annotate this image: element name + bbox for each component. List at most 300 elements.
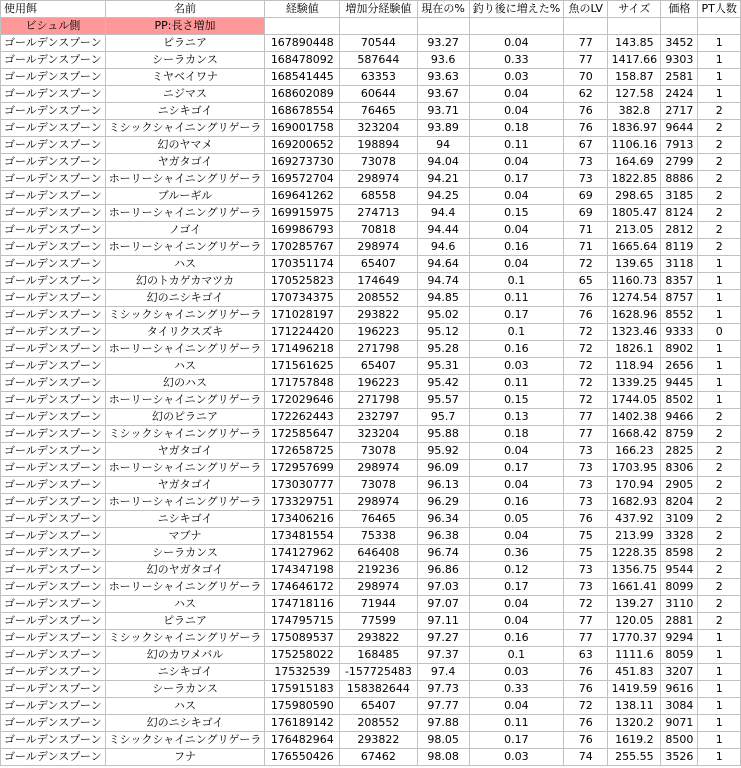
cell-party-count[interactable]: 2	[698, 443, 741, 460]
empty-cell[interactable]	[564, 18, 608, 35]
cell-percent-gain[interactable]: 0.03	[469, 664, 563, 681]
cell-fish-level[interactable]: 72	[564, 375, 608, 392]
cell-bait[interactable]: ゴールデンスプーン	[1, 52, 106, 69]
cell-price[interactable]: 8552	[661, 307, 698, 324]
cell-bait[interactable]: ゴールデンスプーン	[1, 647, 106, 664]
cell-bait[interactable]: ゴールデンスプーン	[1, 35, 106, 52]
cell-fish-level[interactable]: 73	[564, 460, 608, 477]
cell-fish-level[interactable]: 72	[564, 358, 608, 375]
cell-bait[interactable]: ゴールデンスプーン	[1, 375, 106, 392]
cell-current-percent[interactable]: 95.12	[417, 324, 469, 341]
cell-exp-gain[interactable]: 198894	[340, 137, 417, 154]
cell-party-count[interactable]: 1	[698, 647, 741, 664]
cell-exp[interactable]: 169915975	[265, 205, 340, 222]
cell-size[interactable]: 298.65	[608, 188, 661, 205]
cell-current-percent[interactable]: 94.74	[417, 273, 469, 290]
cell-price[interactable]: 8124	[661, 205, 698, 222]
cell-exp-gain[interactable]: 63353	[340, 69, 417, 86]
cell-exp[interactable]: 168478092	[265, 52, 340, 69]
cell-current-percent[interactable]: 93.6	[417, 52, 469, 69]
cell-exp[interactable]: 176482964	[265, 732, 340, 749]
cell-price[interactable]: 8502	[661, 392, 698, 409]
cell-bait[interactable]: ゴールデンスプーン	[1, 613, 106, 630]
cell-percent-gain[interactable]: 0.05	[469, 511, 563, 528]
cell-party-count[interactable]: 2	[698, 426, 741, 443]
cell-percent-gain[interactable]: 0.04	[469, 86, 563, 103]
cell-current-percent[interactable]: 97.07	[417, 596, 469, 613]
cell-exp[interactable]: 175915183	[265, 681, 340, 698]
cell-fish-level[interactable]: 77	[564, 426, 608, 443]
empty-cell[interactable]	[469, 18, 563, 35]
cell-fish-level[interactable]: 67	[564, 137, 608, 154]
cell-party-count[interactable]: 2	[698, 137, 741, 154]
cell-party-count[interactable]: 2	[698, 596, 741, 613]
cell-exp[interactable]: 170525823	[265, 273, 340, 290]
cell-exp-gain[interactable]: 298974	[340, 171, 417, 188]
cell-fish-name[interactable]: 幻のハス	[105, 375, 265, 392]
cell-exp-gain[interactable]: 323204	[340, 120, 417, 137]
cell-fish-name[interactable]: ハス	[105, 698, 265, 715]
cell-current-percent[interactable]: 97.4	[417, 664, 469, 681]
cell-exp-gain[interactable]: 298974	[340, 494, 417, 511]
cell-exp[interactable]: 171224420	[265, 324, 340, 341]
cell-price[interactable]: 3110	[661, 596, 698, 613]
empty-cell[interactable]	[661, 18, 698, 35]
cell-bait[interactable]: ゴールデンスプーン	[1, 290, 106, 307]
cell-fish-level[interactable]: 77	[564, 613, 608, 630]
cell-price[interactable]: 2799	[661, 154, 698, 171]
cell-price[interactable]: 3328	[661, 528, 698, 545]
cell-exp[interactable]: 171561625	[265, 358, 340, 375]
cell-party-count[interactable]: 2	[698, 205, 741, 222]
cell-size[interactable]: 1160.73	[608, 273, 661, 290]
cell-size[interactable]: 1703.95	[608, 460, 661, 477]
cell-price[interactable]: 3084	[661, 698, 698, 715]
cell-party-count[interactable]: 1	[698, 69, 741, 86]
cell-fish-name[interactable]: 幻のニシキゴイ	[105, 715, 265, 732]
cell-price[interactable]: 8357	[661, 273, 698, 290]
cell-size[interactable]: 1744.05	[608, 392, 661, 409]
cell-fish-name[interactable]: ヤガタゴイ	[105, 154, 265, 171]
cell-size[interactable]: 1323.46	[608, 324, 661, 341]
cell-party-count[interactable]: 2	[698, 460, 741, 477]
cell-party-count[interactable]: 1	[698, 290, 741, 307]
cell-price[interactable]: 3185	[661, 188, 698, 205]
cell-price[interactable]: 9644	[661, 120, 698, 137]
cell-exp[interactable]: 172585647	[265, 426, 340, 443]
cell-bait[interactable]: ゴールデンスプーン	[1, 103, 106, 120]
cell-size[interactable]: 138.11	[608, 698, 661, 715]
empty-cell[interactable]	[417, 18, 469, 35]
cell-exp[interactable]: 170285767	[265, 239, 340, 256]
cell-fish-name[interactable]: ヤガタゴイ	[105, 477, 265, 494]
cell-fish-name[interactable]: 幻のニシキゴイ	[105, 290, 265, 307]
cell-size[interactable]: 158.87	[608, 69, 661, 86]
cell-bait[interactable]: ゴールデンスプーン	[1, 188, 106, 205]
cell-price[interactable]: 2581	[661, 69, 698, 86]
cell-size[interactable]: 164.69	[608, 154, 661, 171]
cell-size[interactable]: 1106.16	[608, 137, 661, 154]
cell-fish-name[interactable]: ミシックシャイニングリゲーラ	[105, 732, 265, 749]
cell-fish-level[interactable]: 76	[564, 103, 608, 120]
cell-percent-gain[interactable]: 0.1	[469, 273, 563, 290]
cell-percent-gain[interactable]: 0.11	[469, 290, 563, 307]
cell-bait[interactable]: ゴールデンスプーン	[1, 341, 106, 358]
cell-price[interactable]: 2812	[661, 222, 698, 239]
cell-size[interactable]: 1665.64	[608, 239, 661, 256]
cell-percent-gain[interactable]: 0.15	[469, 205, 563, 222]
cell-fish-level[interactable]: 73	[564, 562, 608, 579]
cell-fish-name[interactable]: ピラニア	[105, 613, 265, 630]
subheader-side[interactable]: ビシュル側	[1, 18, 106, 35]
header-price[interactable]: 価格	[661, 1, 698, 18]
cell-fish-level[interactable]: 75	[564, 528, 608, 545]
cell-current-percent[interactable]: 94.21	[417, 171, 469, 188]
cell-fish-name[interactable]: ホーリーシャイニングリゲーラ	[105, 341, 265, 358]
cell-size[interactable]: 1417.66	[608, 52, 661, 69]
cell-exp[interactable]: 170734375	[265, 290, 340, 307]
cell-fish-name[interactable]: ホーリーシャイニングリゲーラ	[105, 239, 265, 256]
cell-fish-level[interactable]: 72	[564, 341, 608, 358]
cell-fish-name[interactable]: ミシックシャイニングリゲーラ	[105, 426, 265, 443]
cell-exp[interactable]: 171757848	[265, 375, 340, 392]
cell-exp[interactable]: 174795715	[265, 613, 340, 630]
cell-exp[interactable]: 169572704	[265, 171, 340, 188]
cell-fish-name[interactable]: マブナ	[105, 528, 265, 545]
cell-party-count[interactable]: 1	[698, 358, 741, 375]
cell-price[interactable]: 2881	[661, 613, 698, 630]
cell-exp[interactable]: 171496218	[265, 341, 340, 358]
cell-current-percent[interactable]: 93.63	[417, 69, 469, 86]
cell-bait[interactable]: ゴールデンスプーン	[1, 579, 106, 596]
cell-size[interactable]: 1822.85	[608, 171, 661, 188]
cell-exp-gain[interactable]: 168485	[340, 647, 417, 664]
cell-percent-gain[interactable]: 0.15	[469, 392, 563, 409]
cell-bait[interactable]: ゴールデンスプーン	[1, 528, 106, 545]
cell-fish-level[interactable]: 62	[564, 86, 608, 103]
cell-price[interactable]: 9303	[661, 52, 698, 69]
cell-party-count[interactable]: 1	[698, 698, 741, 715]
cell-price[interactable]: 2825	[661, 443, 698, 460]
cell-exp-gain[interactable]: 274713	[340, 205, 417, 222]
cell-fish-level[interactable]: 77	[564, 35, 608, 52]
header-fish-level[interactable]: 魚のLV	[564, 1, 608, 18]
cell-size[interactable]: 437.92	[608, 511, 661, 528]
cell-percent-gain[interactable]: 0.04	[469, 154, 563, 171]
cell-party-count[interactable]: 0	[698, 324, 741, 341]
cell-fish-level[interactable]: 65	[564, 273, 608, 290]
cell-exp-gain[interactable]: 174649	[340, 273, 417, 290]
cell-fish-name[interactable]: タイリクスズキ	[105, 324, 265, 341]
cell-bait[interactable]: ゴールデンスプーン	[1, 698, 106, 715]
cell-party-count[interactable]: 1	[698, 307, 741, 324]
cell-fish-level[interactable]: 75	[564, 545, 608, 562]
cell-size[interactable]: 382.8	[608, 103, 661, 120]
cell-fish-name[interactable]: ミシックシャイニングリゲーラ	[105, 307, 265, 324]
cell-exp-gain[interactable]: 196223	[340, 375, 417, 392]
cell-current-percent[interactable]: 94.25	[417, 188, 469, 205]
cell-fish-level[interactable]: 71	[564, 239, 608, 256]
cell-price[interactable]: 3118	[661, 256, 698, 273]
cell-percent-gain[interactable]: 0.04	[469, 188, 563, 205]
cell-exp[interactable]: 174127962	[265, 545, 340, 562]
cell-size[interactable]: 1111.6	[608, 647, 661, 664]
cell-fish-name[interactable]: ヤガタゴイ	[105, 443, 265, 460]
cell-bait[interactable]: ゴールデンスプーン	[1, 120, 106, 137]
cell-party-count[interactable]: 2	[698, 511, 741, 528]
cell-percent-gain[interactable]: 0.11	[469, 137, 563, 154]
cell-fish-level[interactable]: 69	[564, 188, 608, 205]
cell-size[interactable]: 1628.96	[608, 307, 661, 324]
cell-current-percent[interactable]: 96.38	[417, 528, 469, 545]
cell-fish-name[interactable]: ニシキゴイ	[105, 103, 265, 120]
header-party-count[interactable]: PT人数	[698, 1, 741, 18]
cell-bait[interactable]: ゴールデンスプーン	[1, 171, 106, 188]
cell-price[interactable]: 3109	[661, 511, 698, 528]
cell-percent-gain[interactable]: 0.33	[469, 681, 563, 698]
header-size[interactable]: サイズ	[608, 1, 661, 18]
cell-current-percent[interactable]: 95.02	[417, 307, 469, 324]
cell-current-percent[interactable]: 97.03	[417, 579, 469, 596]
cell-exp-gain[interactable]: 271798	[340, 341, 417, 358]
cell-percent-gain[interactable]: 0.16	[469, 239, 563, 256]
cell-exp-gain[interactable]: 158382644	[340, 681, 417, 698]
cell-size[interactable]: 1836.97	[608, 120, 661, 137]
cell-percent-gain[interactable]: 0.04	[469, 222, 563, 239]
cell-fish-name[interactable]: フナ	[105, 749, 265, 766]
cell-percent-gain[interactable]: 0.04	[469, 443, 563, 460]
cell-bait[interactable]: ゴールデンスプーン	[1, 273, 106, 290]
cell-exp[interactable]: 173481554	[265, 528, 340, 545]
cell-party-count[interactable]: 2	[698, 154, 741, 171]
cell-exp-gain[interactable]: 68558	[340, 188, 417, 205]
cell-size[interactable]: 1770.37	[608, 630, 661, 647]
cell-price[interactable]: 8306	[661, 460, 698, 477]
header-exp-gain[interactable]: 増加分経験値	[340, 1, 417, 18]
cell-percent-gain[interactable]: 0.03	[469, 358, 563, 375]
cell-exp-gain[interactable]: 67462	[340, 749, 417, 766]
cell-current-percent[interactable]: 94.04	[417, 154, 469, 171]
cell-fish-level[interactable]: 72	[564, 256, 608, 273]
cell-current-percent[interactable]: 95.88	[417, 426, 469, 443]
cell-percent-gain[interactable]: 0.03	[469, 749, 563, 766]
cell-exp-gain[interactable]: 65407	[340, 358, 417, 375]
cell-percent-gain[interactable]: 0.04	[469, 698, 563, 715]
empty-cell[interactable]	[698, 18, 741, 35]
cell-current-percent[interactable]: 94.44	[417, 222, 469, 239]
cell-fish-level[interactable]: 73	[564, 494, 608, 511]
empty-cell[interactable]	[608, 18, 661, 35]
cell-price[interactable]: 2424	[661, 86, 698, 103]
cell-current-percent[interactable]: 97.73	[417, 681, 469, 698]
cell-fish-name[interactable]: シーラカンス	[105, 545, 265, 562]
cell-price[interactable]: 2905	[661, 477, 698, 494]
cell-exp[interactable]: 167890448	[265, 35, 340, 52]
cell-exp-gain[interactable]: 293822	[340, 630, 417, 647]
cell-size[interactable]: 1419.59	[608, 681, 661, 698]
cell-current-percent[interactable]: 97.37	[417, 647, 469, 664]
cell-party-count[interactable]: 1	[698, 749, 741, 766]
cell-current-percent[interactable]: 95.42	[417, 375, 469, 392]
cell-price[interactable]: 8902	[661, 341, 698, 358]
cell-fish-name[interactable]: ニジマス	[105, 86, 265, 103]
cell-exp-gain[interactable]: 73078	[340, 477, 417, 494]
cell-price[interactable]: 3526	[661, 749, 698, 766]
cell-fish-level[interactable]: 72	[564, 324, 608, 341]
cell-percent-gain[interactable]: 0.36	[469, 545, 563, 562]
cell-price[interactable]: 9616	[661, 681, 698, 698]
cell-bait[interactable]: ゴールデンスプーン	[1, 596, 106, 613]
cell-percent-gain[interactable]: 0.04	[469, 103, 563, 120]
cell-exp[interactable]: 176550426	[265, 749, 340, 766]
cell-exp[interactable]: 174347198	[265, 562, 340, 579]
cell-party-count[interactable]: 2	[698, 409, 741, 426]
cell-size[interactable]: 1356.75	[608, 562, 661, 579]
cell-fish-level[interactable]: 72	[564, 392, 608, 409]
cell-current-percent[interactable]: 96.13	[417, 477, 469, 494]
cell-fish-name[interactable]: ブルーギル	[105, 188, 265, 205]
cell-percent-gain[interactable]: 0.04	[469, 256, 563, 273]
cell-fish-level[interactable]: 76	[564, 120, 608, 137]
cell-exp-gain[interactable]: 73078	[340, 443, 417, 460]
cell-price[interactable]: 7913	[661, 137, 698, 154]
cell-size[interactable]: 120.05	[608, 613, 661, 630]
header-bait[interactable]: 使用餌	[1, 1, 106, 18]
cell-exp-gain[interactable]: 70544	[340, 35, 417, 52]
cell-fish-level[interactable]: 76	[564, 715, 608, 732]
cell-bait[interactable]: ゴールデンスプーン	[1, 256, 106, 273]
cell-party-count[interactable]: 1	[698, 341, 741, 358]
cell-percent-gain[interactable]: 0.12	[469, 562, 563, 579]
cell-party-count[interactable]: 2	[698, 222, 741, 239]
cell-price[interactable]: 9294	[661, 630, 698, 647]
cell-price[interactable]: 9544	[661, 562, 698, 579]
cell-party-count[interactable]: 2	[698, 103, 741, 120]
cell-party-count[interactable]: 2	[698, 579, 741, 596]
cell-fish-level[interactable]: 71	[564, 222, 608, 239]
cell-exp[interactable]: 168602089	[265, 86, 340, 103]
cell-current-percent[interactable]: 96.29	[417, 494, 469, 511]
cell-bait[interactable]: ゴールデンスプーン	[1, 239, 106, 256]
cell-bait[interactable]: ゴールデンスプーン	[1, 715, 106, 732]
cell-size[interactable]: 1228.35	[608, 545, 661, 562]
cell-percent-gain[interactable]: 0.04	[469, 596, 563, 613]
cell-party-count[interactable]: 1	[698, 630, 741, 647]
cell-exp-gain[interactable]: 76465	[340, 511, 417, 528]
cell-party-count[interactable]: 2	[698, 239, 741, 256]
cell-percent-gain[interactable]: 0.04	[469, 528, 563, 545]
cell-party-count[interactable]: 2	[698, 188, 741, 205]
cell-exp-gain[interactable]: 70818	[340, 222, 417, 239]
cell-current-percent[interactable]: 94.4	[417, 205, 469, 222]
cell-exp[interactable]: 171028197	[265, 307, 340, 324]
cell-party-count[interactable]: 1	[698, 52, 741, 69]
cell-exp[interactable]: 172658725	[265, 443, 340, 460]
cell-fish-name[interactable]: ニシキゴイ	[105, 511, 265, 528]
cell-current-percent[interactable]: 96.74	[417, 545, 469, 562]
cell-size[interactable]: 1805.47	[608, 205, 661, 222]
cell-size[interactable]: 1826.1	[608, 341, 661, 358]
cell-current-percent[interactable]: 98.05	[417, 732, 469, 749]
cell-exp-gain[interactable]: 271798	[340, 392, 417, 409]
cell-fish-name[interactable]: シーラカンス	[105, 681, 265, 698]
cell-fish-level[interactable]: 70	[564, 69, 608, 86]
cell-current-percent[interactable]: 93.89	[417, 120, 469, 137]
cell-size[interactable]: 1402.38	[608, 409, 661, 426]
cell-exp-gain[interactable]: 232797	[340, 409, 417, 426]
empty-cell[interactable]	[340, 18, 417, 35]
cell-current-percent[interactable]: 96.09	[417, 460, 469, 477]
cell-exp-gain[interactable]: 646408	[340, 545, 417, 562]
cell-exp-gain[interactable]: 293822	[340, 732, 417, 749]
cell-fish-name[interactable]: 幻のカワメバル	[105, 647, 265, 664]
cell-fish-level[interactable]: 76	[564, 511, 608, 528]
cell-percent-gain[interactable]: 0.18	[469, 120, 563, 137]
cell-bait[interactable]: ゴールデンスプーン	[1, 392, 106, 409]
cell-fish-level[interactable]: 77	[564, 630, 608, 647]
cell-current-percent[interactable]: 97.27	[417, 630, 469, 647]
cell-size[interactable]: 166.23	[608, 443, 661, 460]
cell-current-percent[interactable]: 97.88	[417, 715, 469, 732]
cell-percent-gain[interactable]: 0.16	[469, 341, 563, 358]
cell-exp[interactable]: 175089537	[265, 630, 340, 647]
header-percent-gain[interactable]: 釣り後に増えた%	[469, 1, 563, 18]
cell-current-percent[interactable]: 94	[417, 137, 469, 154]
cell-exp[interactable]: 175258022	[265, 647, 340, 664]
cell-party-count[interactable]: 1	[698, 273, 741, 290]
cell-size[interactable]: 139.27	[608, 596, 661, 613]
cell-exp-gain[interactable]: 77599	[340, 613, 417, 630]
cell-exp-gain[interactable]: 71944	[340, 596, 417, 613]
cell-exp[interactable]: 173406216	[265, 511, 340, 528]
cell-exp-gain[interactable]: 298974	[340, 579, 417, 596]
cell-fish-level[interactable]: 76	[564, 290, 608, 307]
cell-exp[interactable]: 170351174	[265, 256, 340, 273]
cell-exp[interactable]: 176189142	[265, 715, 340, 732]
cell-exp-gain[interactable]: -157725483	[340, 664, 417, 681]
cell-exp[interactable]: 169986793	[265, 222, 340, 239]
subheader-pp[interactable]: PP:長さ増加	[105, 18, 265, 35]
cell-price[interactable]: 8500	[661, 732, 698, 749]
cell-size[interactable]: 118.94	[608, 358, 661, 375]
cell-fish-level[interactable]: 63	[564, 647, 608, 664]
cell-price[interactable]: 2717	[661, 103, 698, 120]
cell-price[interactable]: 8598	[661, 545, 698, 562]
cell-price[interactable]: 9333	[661, 324, 698, 341]
cell-exp[interactable]: 174718116	[265, 596, 340, 613]
cell-fish-level[interactable]: 76	[564, 307, 608, 324]
cell-price[interactable]: 8204	[661, 494, 698, 511]
cell-current-percent[interactable]: 93.67	[417, 86, 469, 103]
header-exp[interactable]: 経験値	[265, 1, 340, 18]
cell-party-count[interactable]: 2	[698, 613, 741, 630]
cell-bait[interactable]: ゴールデンスプーン	[1, 545, 106, 562]
cell-party-count[interactable]: 1	[698, 35, 741, 52]
cell-party-count[interactable]: 1	[698, 392, 741, 409]
cell-price[interactable]: 2656	[661, 358, 698, 375]
cell-price[interactable]: 8099	[661, 579, 698, 596]
cell-party-count[interactable]: 1	[698, 375, 741, 392]
cell-percent-gain[interactable]: 0.04	[469, 613, 563, 630]
cell-price[interactable]: 9071	[661, 715, 698, 732]
header-current-percent[interactable]: 現在の%	[417, 1, 469, 18]
cell-fish-name[interactable]: ホーリーシャイニングリゲーラ	[105, 460, 265, 477]
cell-bait[interactable]: ゴールデンスプーン	[1, 477, 106, 494]
cell-size[interactable]: 127.58	[608, 86, 661, 103]
cell-size[interactable]: 1668.42	[608, 426, 661, 443]
cell-exp-gain[interactable]: 76465	[340, 103, 417, 120]
cell-fish-name[interactable]: ハス	[105, 256, 265, 273]
